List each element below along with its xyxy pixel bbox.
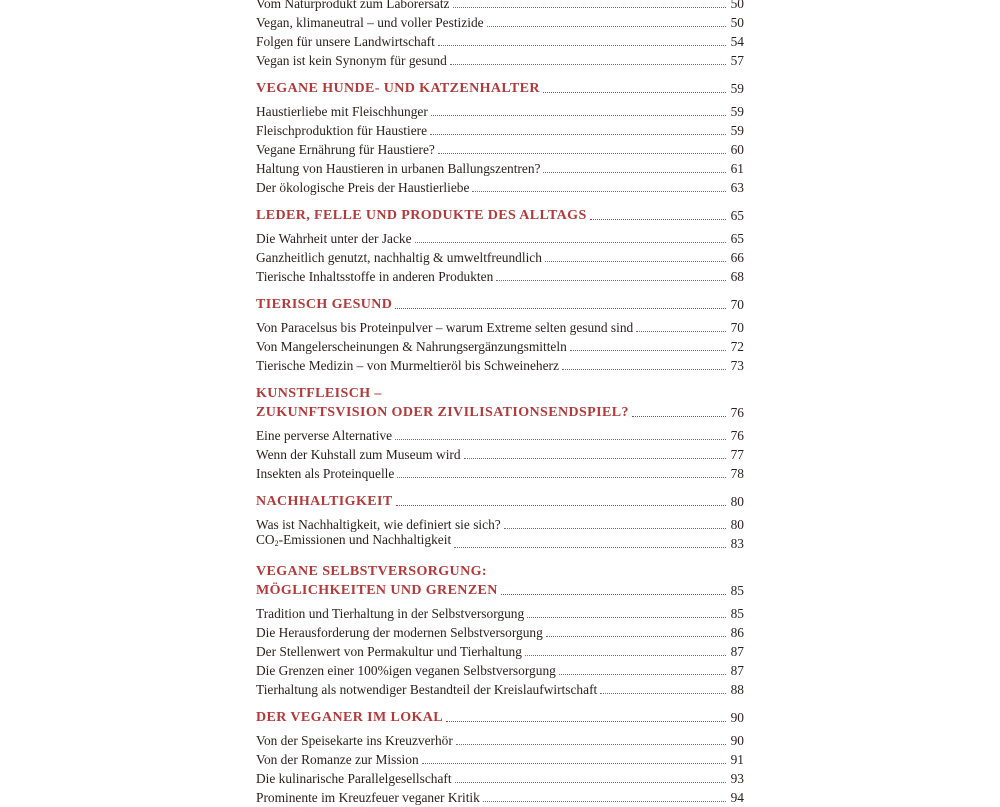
dot-leader (422, 763, 726, 764)
toc-entry[interactable] (256, 248, 744, 267)
toc-entry-page: 77 (730, 447, 744, 462)
toc-entry-page: 80 (730, 517, 744, 532)
toc-entry-title: Von Mangelerscheinungen & Nahrungsergänzungsmitteln (256, 339, 567, 354)
toc-entry-page: 65 (730, 231, 744, 246)
toc-entry[interactable] (256, 642, 744, 661)
toc-entry[interactable] (256, 140, 744, 159)
toc-entry-page: 57 (730, 53, 744, 68)
toc-entry[interactable] (256, 102, 744, 121)
toc-entry-title: Von Paracelsus bis Proteinpulver – warum Extreme selten gesund sind (256, 320, 634, 335)
table-of-contents (256, 0, 744, 807)
toc-entry[interactable] (256, 32, 744, 51)
toc-entry-page: 50 (730, 0, 744, 11)
toc-entry[interactable] (256, 356, 744, 375)
dot-leader (527, 617, 726, 618)
dot-leader (483, 801, 726, 802)
toc-entry[interactable] (256, 445, 744, 464)
dot-leader (450, 64, 726, 65)
section-heading-page: 80 (730, 494, 744, 509)
section-heading-label: NACHHALTIGKEIT (256, 494, 393, 509)
dot-leader (395, 439, 726, 440)
toc-entry-title: Vegane Ernährung für Haustiere? (256, 142, 435, 157)
toc-entry-title: Haltung von Haustieren in urbanen Ballungszentren? (256, 161, 541, 176)
section-heading-nachhaltigkeit[interactable] (256, 492, 744, 511)
toc-entry-page: 59 (730, 123, 744, 138)
toc-entry-page: 90 (730, 733, 744, 748)
toc-entry-page: 70 (730, 320, 744, 335)
toc-entry-title: Haustierliebe mit Fleischhunger (256, 104, 428, 119)
toc-entry-title: Der Stellenwert von Permakultur und Tierhaltung (256, 644, 522, 659)
toc-entry-page: 72 (730, 339, 744, 354)
toc-entry-title: Vom Naturprodukt zum Laborersatz (256, 0, 450, 11)
toc-entry-title: Die kulinarische Parallelgesellschaft (256, 771, 452, 786)
toc-entry-page: 59 (730, 104, 744, 119)
toc-entry-title: Tierhaltung als notwendiger Bestandteil der Kreislaufwirtschaft (256, 682, 598, 697)
dot-leader (546, 636, 726, 637)
section-heading-label: TIERISCH GESUND (256, 297, 393, 312)
toc-entry-title: Die Grenzen einer 100%igen veganen Selbstversorgung (256, 663, 556, 678)
dot-leader (545, 261, 726, 262)
co2-subscript: 2 (274, 539, 279, 548)
toc-entry-page: 60 (730, 142, 744, 157)
section-heading-tierisch-gesund[interactable] (256, 295, 744, 314)
toc-entry-title: Vegan ist kein Synonym für gesund (256, 53, 447, 68)
section-heading-leder-felle[interactable] (256, 206, 744, 225)
toc-entry-page: 61 (730, 161, 744, 176)
section-heading-label: DER VEGANER IM LOKAL (256, 710, 444, 725)
toc-entry-page: 93 (730, 771, 744, 786)
toc-entry[interactable] (256, 178, 744, 197)
toc-entry[interactable] (256, 318, 744, 337)
dot-leader (600, 693, 726, 694)
toc-entry-page: 63 (730, 180, 744, 195)
toc-entry-page: 78 (730, 466, 744, 481)
dot-leader (430, 134, 726, 135)
toc-entry-title: Von der Speisekarte ins Kreuzverhör (256, 733, 453, 748)
toc-entry[interactable] (256, 534, 744, 553)
dot-leader (543, 92, 726, 93)
co2-prefix: CO (256, 532, 275, 547)
toc-entry-page: 68 (730, 269, 744, 284)
section-heading-label: LEDER, FELLE UND PRODUKTE DES ALLTAGS (256, 208, 587, 223)
dot-leader (543, 172, 726, 173)
section-heading-page: 76 (730, 405, 744, 420)
dot-leader (487, 26, 726, 27)
dot-leader (397, 477, 726, 478)
dot-leader (632, 416, 726, 417)
toc-entry[interactable] (256, 464, 744, 483)
toc-entry-page: 76 (730, 428, 744, 443)
section-heading-veganer-im-lokal[interactable] (256, 708, 744, 727)
dot-leader (453, 7, 727, 8)
section-heading-line2: ZUKUNFTSVISION ODER ZIVILISATIONSENDSPIEL? (256, 405, 629, 420)
dot-leader (395, 308, 726, 309)
toc-entry-title: Die Wahrheit unter der Jacke (256, 231, 412, 246)
dot-leader (570, 350, 726, 351)
dot-leader (446, 721, 726, 722)
toc-entry-page: 54 (730, 34, 744, 49)
section-heading-label: VEGANE HUNDE- UND KATZENHALTER (256, 81, 540, 96)
section-heading-page: 85 (730, 583, 744, 598)
dot-leader (590, 219, 726, 220)
toc-entry-title (256, 530, 451, 553)
toc-entry[interactable] (256, 750, 744, 769)
toc-entry-title: Tradition und Tierhaltung in der Selbstversorgung (256, 606, 525, 621)
toc-entry[interactable] (256, 769, 744, 788)
toc-entry[interactable] (256, 426, 744, 445)
toc-entry-page: 73 (730, 358, 744, 373)
toc-entry-title: Prominente im Kreuzfeuer veganer Kritik (256, 790, 480, 805)
toc-entry-page: 85 (730, 606, 744, 621)
toc-entry[interactable] (256, 121, 744, 140)
toc-entry[interactable] (256, 604, 744, 623)
toc-entry-title: Die Herausforderung der modernen Selbstversorgung (256, 625, 543, 640)
toc-entry[interactable] (256, 159, 744, 178)
toc-entry[interactable] (256, 229, 744, 248)
dot-leader (464, 458, 726, 459)
dot-leader (415, 242, 726, 243)
toc-entry-page: 83 (730, 536, 744, 551)
toc-entry-page: 66 (730, 250, 744, 265)
toc-entry-page: 94 (730, 790, 744, 805)
toc-entry[interactable] (256, 337, 744, 356)
toc-entry-title: Vegan, klimaneutral – und voller Pestizide (256, 15, 484, 30)
section-heading-page: 70 (730, 297, 744, 312)
dot-leader (501, 594, 726, 595)
section-heading-label (256, 562, 498, 600)
toc-entry[interactable] (256, 731, 744, 750)
section-heading-line1: KUNSTFLEISCH – (256, 386, 382, 401)
toc-entry[interactable] (256, 788, 744, 807)
toc-entry-title: Fleischproduktion für Haustiere (256, 123, 428, 138)
toc-entry-title: Tierische Medizin – von Murmeltieröl bis Schweineherz (256, 358, 559, 373)
toc-entry[interactable] (256, 13, 744, 32)
dot-leader (559, 674, 726, 675)
toc-entry-title: Was ist Nachhaltigkeit, wie definiert sie sich? (256, 517, 501, 532)
toc-entry[interactable] (256, 623, 744, 642)
dot-leader (431, 115, 726, 116)
dot-leader (454, 547, 726, 548)
toc-entry-page: 50 (730, 15, 744, 30)
dot-leader (438, 153, 726, 154)
section-heading-line2: MÖGLICHKEITEN UND GRENZEN (256, 583, 498, 598)
toc-entry-title: Folgen für unsere Landwirtschaft (256, 34, 435, 49)
dot-leader (472, 191, 726, 192)
section-heading-page: 65 (730, 208, 744, 223)
toc-entry[interactable] (256, 0, 744, 13)
dot-leader (455, 782, 726, 783)
toc-entry[interactable] (256, 661, 744, 680)
toc-entry-page: 86 (730, 625, 744, 640)
dot-leader (438, 45, 726, 46)
toc-entry-title: Wenn der Kuhstall zum Museum wird (256, 447, 461, 462)
section-heading-label (256, 384, 629, 422)
co2-suffix: -Emissionen und Nachhaltigkeit (278, 532, 452, 547)
toc-entry[interactable] (256, 51, 744, 70)
section-heading-hunde-katzenhalter[interactable] (256, 79, 744, 98)
toc-entry[interactable] (256, 680, 744, 699)
toc-entry-page: 91 (730, 752, 744, 767)
section-heading-page: 90 (730, 710, 744, 725)
toc-entry-title: Ganzheitlich genutzt, nachhaltig & umweltfreundlich (256, 250, 542, 265)
section-heading-selbstversorgung[interactable] (256, 562, 744, 600)
dot-leader (496, 280, 726, 281)
toc-entry-page: 87 (730, 644, 744, 659)
section-heading-page: 59 (730, 81, 744, 96)
section-heading-kunstfleisch[interactable] (256, 384, 744, 422)
toc-entry-title: Von der Romanze zur Mission (256, 752, 419, 767)
dot-leader (456, 744, 726, 745)
toc-entry-page: 87 (730, 663, 744, 678)
toc-entry-title: Tierische Inhaltsstoffe in anderen Produkten (256, 269, 494, 284)
dot-leader (396, 505, 726, 506)
toc-entry-title: Eine perverse Alternative (256, 428, 393, 443)
dot-leader (636, 331, 726, 332)
toc-entry-title: Der ökologische Preis der Haustierliebe (256, 180, 470, 195)
dot-leader (504, 528, 726, 529)
dot-leader (562, 369, 726, 370)
toc-entry-page: 88 (730, 682, 744, 697)
dot-leader (525, 655, 726, 656)
toc-entry-title: Insekten als Proteinquelle (256, 466, 395, 481)
toc-entry[interactable] (256, 267, 744, 286)
section-heading-line1: VEGANE SELBSTVERSORGUNG: (256, 564, 487, 579)
